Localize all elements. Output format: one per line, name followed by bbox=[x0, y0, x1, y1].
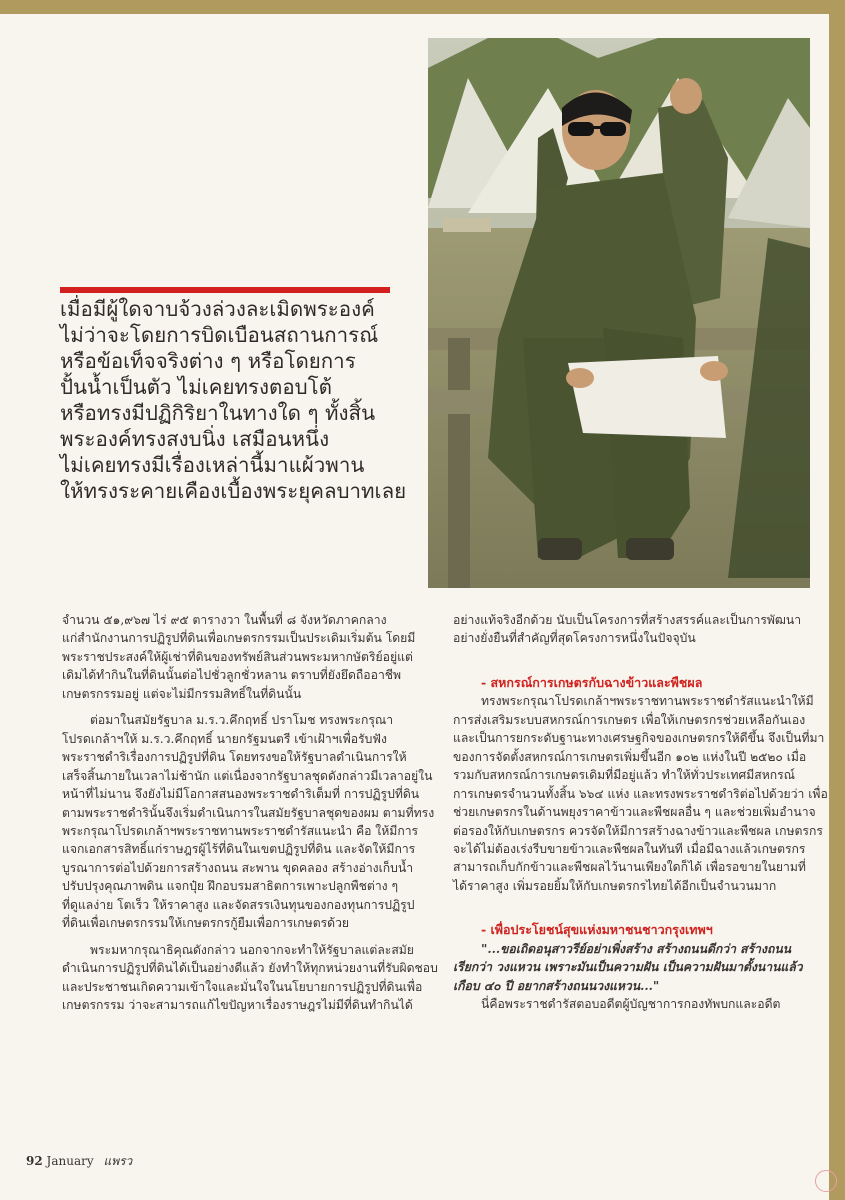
body-line: ที่ดินเพื่อเกษตรกรรมให้เกษตรกรกู้ยืมเพื่อการเกษตรด้วย bbox=[62, 916, 350, 931]
body-line: พระราชดำริเรื่องการปฏิรูปที่ดิน โดยทรงขอให้รัฐบาลดำเนินการให้ bbox=[62, 750, 407, 765]
body-line: เสร็จสิ้นภายในเวลาไม่ช้านัก แต่เนื่องจากรัฐบาลชุดดังกล่าวมีเวลาอยู่ใน bbox=[62, 768, 433, 783]
section-heading: - สหกรณ์การเกษตรกับฉางข้าวและพืชผล bbox=[481, 674, 703, 690]
body-line: ต่อมาในสมัยรัฐบาล ม.ร.ว.คึกฤทธิ์ ปราโมช ทรงพระกรุณา bbox=[90, 713, 394, 728]
quoted-speech-line: เกือบ ๔๐ ปี อยากสร้างถนนวงแหวน..." bbox=[453, 978, 660, 993]
body-line: ตามพระราชดำรินั้นจึงเริ่มดำเนินการในสมัยรัฐบาลชุดของผม ตามที่ทรง bbox=[62, 805, 435, 820]
quoted-speech-line: "...ขอเถิดอนุสาวรีย์อย่าเพิ่งสร้าง สร้างถนนดีกว่า สร้างถนน bbox=[481, 941, 791, 956]
corner-stamp-icon bbox=[815, 1170, 837, 1192]
body-line: หน้าที่ไม่นาน จึงยังไม่มีโอกาสสนองพระราชดำริเต็มที่ การปฏิรูปที่ดิน bbox=[62, 787, 420, 802]
footer-month: January bbox=[46, 1154, 94, 1168]
body-line: พระมหากรุณาธิคุณดังกล่าว นอกจากจะทำให้รัฐบาลแต่ละสมัย bbox=[90, 942, 414, 957]
body-line: แจกเอกสารสิทธิ์แก่ราษฎรผู้ไร้ที่ดินในเขตปฏิรูปที่ดิน และจัดให้มีการ bbox=[62, 842, 416, 857]
body-line: พระราชประสงค์ให้ผู้เช่าที่ดินของทรัพย์สินส่วนพระมหากษัตริย์อยู่แต่ bbox=[62, 649, 413, 664]
pull-quote-line: ไม่ว่าจะโดยการบิดเบือนสถานการณ์ bbox=[60, 323, 379, 347]
pull-quote-line: ปั้นน้ำเป็นตัว ไม่เคยทรงตอบโต้ bbox=[60, 375, 332, 399]
body-line: และประชาชนเกิดความเข้าใจและมั่นใจในนโยบายการปฏิรูปที่ดินเพื่อ bbox=[62, 979, 423, 994]
pull-quote-line: ให้ทรงระคายเคืองเบื้องพระยุคลบาทเลย bbox=[60, 479, 407, 503]
page-footer bbox=[26, 1152, 132, 1171]
body-line: พระกรุณาโปรดเกล้าฯพระราชทานพระราชดำรัสแนะนำ คือ ให้มีการ bbox=[62, 823, 419, 838]
body-line: ปรับปรุงคุณภาพดิน แจกปุ๋ย ฝึกอบรมสาธิตการเพาะปลูกพืชต่าง ๆ bbox=[62, 879, 399, 894]
body-line: เดิมได้ทำกินในที่ดินนั้นต่อไปชั่วลูกชั่วหลาน ตราบที่ยังยึดถืออาชีพ bbox=[62, 668, 402, 683]
pull-quote bbox=[60, 296, 407, 504]
body-column-right bbox=[453, 611, 828, 1014]
body-line: โปรดเกล้าฯให้ ม.ร.ว.คึกฤทธิ์ นายกรัฐมนตรี เข้าเฝ้าฯเพื่อรับฟัง bbox=[62, 731, 387, 746]
pull-quote-line: หรือทรงมีปฏิกิริยาในทางใด ๆ ทั้งสิ้น bbox=[60, 401, 376, 425]
body-line: ที่ดูแลง่าย โตเร็ว ให้ราคาสูง และจัดสรรเงินทุนของกองทุนการปฏิรูป bbox=[62, 897, 415, 912]
body-line: จะได้ไม่ต้องเร่งรีบขายข้าวและพืชผลในทันที เมื่อมีฉางแล้วเกษตรกร bbox=[453, 841, 806, 856]
body-line: รวมกับสหกรณ์การเกษตรเดิมที่มีอยู่แล้ว ทำให้ทั่วประเทศมีสหกรณ์ bbox=[453, 768, 795, 783]
body-line: การส่งเสริมระบบสหกรณ์การเกษตร เพื่อให้เกษตรกรช่วยเหลือกันเอง bbox=[453, 712, 806, 727]
body-line: นี่คือพระราชดำรัสตอบอดีตผู้บัญชาการกองทัพบกและอดีต bbox=[481, 997, 781, 1012]
body-line: สามารถเก็บกักข้าวและพืชผลไว้นานเพียงใดก็ได้ เพื่อรอขายในยามที่ bbox=[453, 860, 806, 875]
body-column-left bbox=[62, 611, 438, 1015]
pull-quote-line: เมื่อมีผู้ใดจาบจ้วงล่วงละเมิดพระองค์ bbox=[60, 297, 375, 321]
page-number: 92 bbox=[26, 1154, 43, 1168]
body-line: การเกษตรจำนวนทั้งสิ้น ๖๖๔ แห่ง และทรงพระราชดำริต่อไปด้วยว่า เพื่อ bbox=[453, 786, 828, 801]
pull-quote-line: หรือข้อเท็จจริงต่าง ๆ หรือโดยการ bbox=[60, 349, 356, 373]
quote-accent-rule bbox=[60, 287, 390, 293]
body-line: เกษตรกรรม ว่าจะสามารถแก้ไขปัญหาเรื่องราษฎรไม่มีที่ดินทำกินได้ bbox=[62, 998, 413, 1013]
body-line: อย่างยั่งยืนที่สำคัญที่สุดโครงการหนึ่งในปัจจุบัน bbox=[453, 631, 696, 646]
section-heading: - เพื่อประโยชน์สุขแห่งมหาชนชาวกรุงเทพฯ bbox=[481, 922, 713, 938]
body-line: แก่สำนักงานการปฏิรูปที่ดินเพื่อเกษตรกรรมเป็นประเดิมเริ่มต้น โดยมี bbox=[62, 631, 416, 646]
historical-photo bbox=[428, 38, 810, 588]
body-line: ต่อรองให้กับเกษตรกร ควรจัดให้มีการสร้างฉางข้าวและพืชผล เกษตรกร bbox=[453, 823, 823, 838]
body-line: บูรณาการต่อไปด้วยการสร้างถนน สะพาน ขุดคลอง สร้างอ่างเก็บน้ำ bbox=[62, 860, 414, 875]
body-line: และเป็นการยกระดับฐานะทางเศรษฐกิจของเกษตรกรให้ดีขึ้น จึงเป็นที่มา bbox=[453, 731, 825, 746]
body-line: ช่วยเกษตรกรในด้านพยุงราคาข้าวและพืชผลอื่น ๆ และช่วยเพิ่มอำนาจ bbox=[453, 805, 816, 820]
pull-quote-line: ไม่เคยทรงมีเรื่องเหล่านี้มาแผ้วพาน bbox=[60, 453, 365, 477]
quoted-speech-line: เรียกว่า วงแหวน เพราะมันเป็นความฝัน เป็นความฝันมาตั้งนานแล้ว bbox=[453, 960, 803, 975]
body-line: เกษตรกรรมอยู่ แต่จะไม่มีกรรมสิทธิ์ในที่ดินนั้น bbox=[62, 686, 302, 701]
body-line: อย่างแท้จริงอีกด้วย นับเป็นโครงการที่สร้างสรรค์และเป็นการพัฒนา bbox=[453, 613, 802, 627]
body-line: จำนวน ๕๑,๙๖๗ ไร่ ๙๕ ตารางวา ในพื้นที่ ๘ จังหวัดภาคกลาง bbox=[62, 613, 387, 627]
magazine-brand: แพรว bbox=[103, 1154, 133, 1168]
right-border bbox=[829, 0, 845, 1200]
body-line: ดำเนินการปฏิรูปที่ดินได้เป็นอย่างดีแล้ว ยังทำให้ทุกหน่วยงานที่รับผิดชอบ bbox=[62, 961, 438, 976]
body-line: ของการจัดตั้งสหกรณ์การเกษตรเพิ่มขึ้นอีก ๑๐๒ แห่งในปี ๒๕๒๐ เมื่อ bbox=[453, 749, 807, 764]
pull-quote-line: พระองค์ทรงสงบนิ่ง เสมือนหนึ่ง bbox=[60, 427, 330, 451]
body-line: ได้ราคาสูง เพิ่มรอยยิ้มให้กับเกษตรกรไทยได้อีกเป็นจำนวนมาก bbox=[453, 878, 777, 893]
top-border bbox=[0, 0, 845, 14]
body-line: ทรงพระกรุณาโปรดเกล้าฯพระราชทานพระราชดำรัสแนะนำให้มี bbox=[481, 694, 814, 709]
